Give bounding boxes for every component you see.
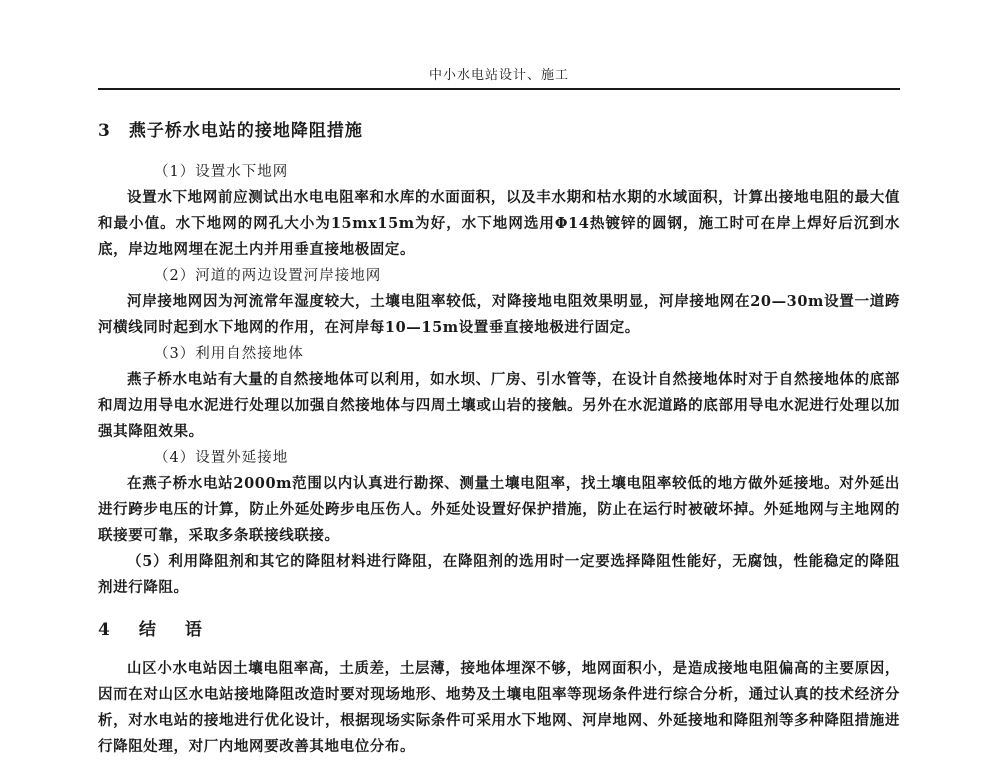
item-5-text: （5）利用降阻剂和其它的降阻材料进行降阻，在降阻剂的选用时一定要选择降阻性能好，无腐蚀，性能稳定的降阻剂进行降阻。	[98, 553, 900, 596]
item-3-heading: （3）利用自然接地体	[154, 346, 304, 362]
header-rule	[98, 88, 900, 90]
item-2-text: 河岸接地网因为河流常年湿度较大，土壤电阻率较低，对降接地电阻效果明显，河岸接地网在20—30m设置一道跨河横线同时起到水下地网的作用，在河岸每10—15m设置垂直接地极进行固定。	[98, 293, 900, 336]
item-4-text: 在燕子桥水电站2000m范围以内认真进行勘探、测量土壤电阻率，找土壤电阻率较低的地方做外延接地。对外延出进行跨步电压的计算，防止外延处跨步电压伤人。外延处设置好保护措施，防止在运行时被破坏掉。外延地网与主地网的联接要可靠，采取多条联接线联接。	[98, 475, 900, 544]
running-header: 中小水电站设计、施工	[428, 68, 569, 83]
item-2-heading: （2）河道的两边设置河岸接地网	[154, 268, 382, 284]
section-4-title: 4 结 语	[98, 620, 208, 640]
item-1-heading: （1）设置水下地网	[154, 164, 289, 180]
item-3-text: 燕子桥水电站有大量的自然接地体可以利用，如水坝、厂房、引水管等，在设计自然接地体时对于自然接地体的底部和周边用导电水泥进行处理以加强自然接地体与四周土壤或山岩的接触。另外在水泥道路的底部用导电水泥进行处理以加强其降阻效果。	[98, 371, 900, 440]
item-4-heading: （4）设置外延接地	[154, 450, 289, 466]
item-1-text: 设置水下地网前应测试出水电电阻率和水库的水面面积，以及丰水期和枯水期的水域面积，计算出接地电阻的最大值和最小值。水下地网的网孔大小为15mx15m为好，水下地网选用Φ14热镀锌的圆钢，施工时可在岸上焊好后沉到水底，岸边地网埋在泥土内并用垂直接地极固定。	[98, 189, 900, 258]
section-3-title: 3 燕子桥水电站的接地降阻措施	[98, 121, 363, 141]
page-body	[98, 110, 900, 760]
conclusion-text: 山区小水电站因土壤电阻率高，土质差，土层薄，接地体埋深不够，地网面积小，是造成接地电阻偏高的主要原因，因而在对山区水电站接地降阻改造时要对现场地形、地势及土壤电阻率等现场条件进行综合分析，通过认真的技术经济分析，对水电站的接地进行优化设计，根据现场实际条件可采用水下地网、河岸地网、外延接地和降阻剂等多种降阻措施进行降阻处理，对厂内地网要改善其地电位分布。	[98, 660, 900, 755]
